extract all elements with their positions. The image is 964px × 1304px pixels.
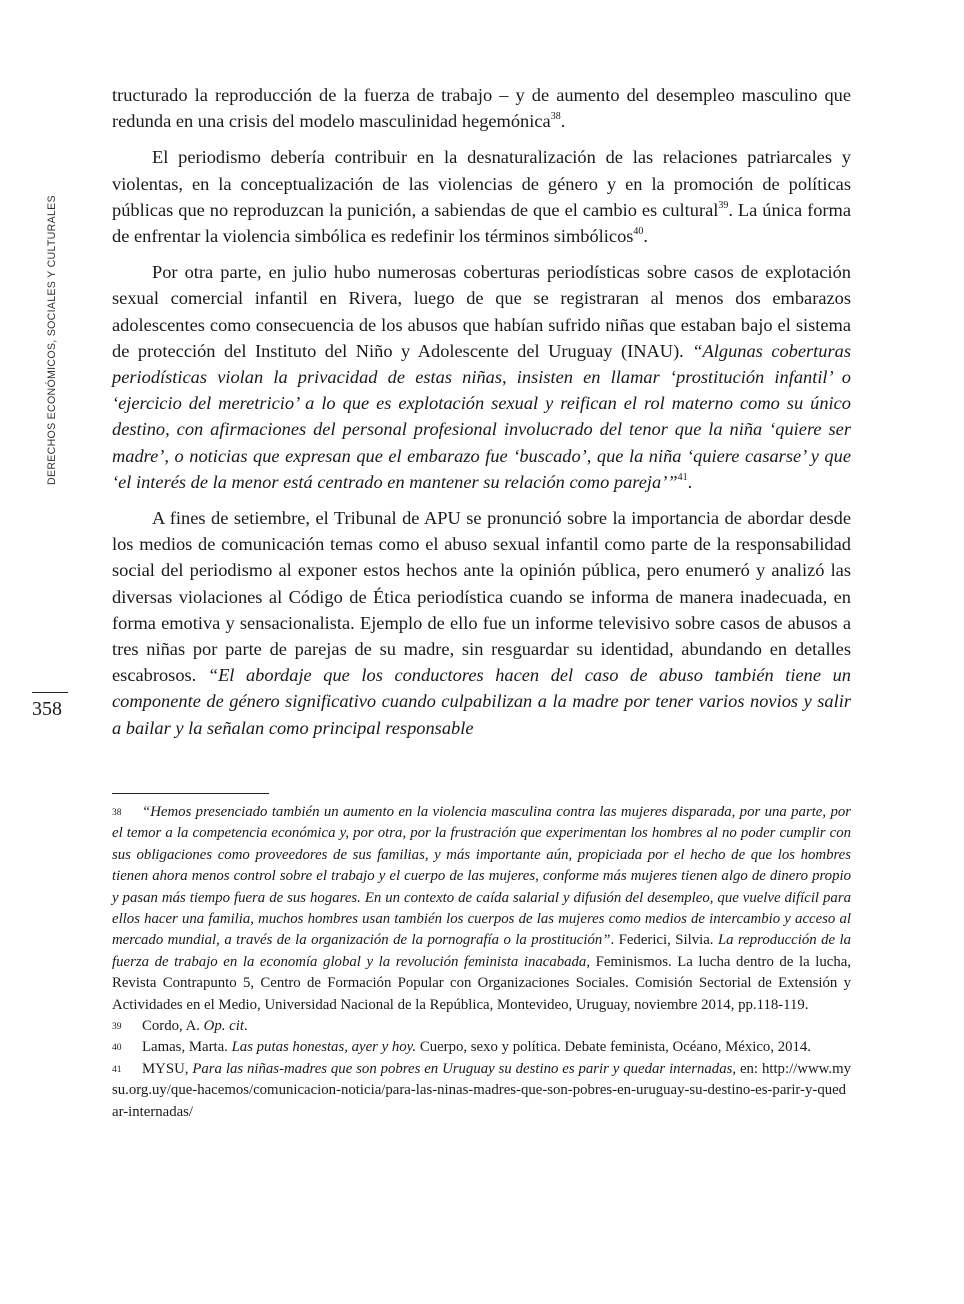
footnote-ref-38[interactable]: 38 bbox=[550, 111, 561, 123]
footnote-ref-40[interactable]: 40 bbox=[633, 225, 644, 237]
footnote-separator bbox=[112, 793, 269, 794]
footnote-number: 38 bbox=[112, 808, 122, 818]
paragraph-text: tructurado la reproducción de la fuerza de trabajo – y de aumento del desempleo masculino que redunda en una crisis del modelo masculinidad hegemónica bbox=[112, 85, 851, 132]
footnote-url-link[interactable]: http://www.mysu.org.uy/que-hacemos/comunicacion-noticia/para-las-ninas-madres-que-son-pobres-en-uruguay-su-destino-es-parir-y-quedar-internadas/ bbox=[112, 1060, 851, 1120]
paragraph-text: se pronunció sobre la importancia de abordar desde los medios de comunicación temas como el abuso sexual infantil como parte de la responsabilidad social del periodismo al exponer estos hechos ante la opinión pública, pero enumeró y analizó las diversas violaciones al Código de Ética periodística cuando se informa de manera inadecuada, en forma emotiva y sensacionalista. Ejemplo de ello fue un informe televisivo sobre casos de abusos a tres niñas por parte de parejas de su madre, sin resguardar su identidad, abundando en detalles escabrosos. bbox=[112, 508, 851, 686]
acronym: INAU bbox=[627, 340, 674, 361]
paragraph-text: El periodismo debería contribuir en la desnaturalización de las relaciones patriarcales y violentas, en la conceptualización de las violencias de género y en la promoción de políticas públicas que no reproduzcan la punición, a sabiendas de que el cambio es cultural bbox=[112, 147, 851, 220]
footnote-number: 40 bbox=[112, 1043, 122, 1054]
footnote-41 bbox=[112, 1059, 851, 1123]
punctuation: ). bbox=[673, 340, 693, 361]
footnote-text: Lamas, Marta. bbox=[142, 1039, 232, 1056]
footnote-italic: Op. cit bbox=[203, 1018, 244, 1035]
page-number-rule bbox=[32, 692, 68, 693]
footnote-38 bbox=[112, 802, 851, 1016]
page-number: 358 bbox=[32, 698, 62, 720]
running-section-title: DERECHOS ECONÓMICOS, SOCIALES Y CULTURALES bbox=[46, 195, 58, 485]
footnote-text: MYSU, bbox=[142, 1060, 193, 1077]
paragraph-1 bbox=[112, 82, 851, 134]
punctuation: . bbox=[243, 1018, 248, 1035]
quotation: “El abordaje que los conductores hacen del caso de abuso también tiene un componente de género significativo cuando culpabilizan a la madre por tener varios novios y salir a bailar y la señalan como principal responsable bbox=[112, 665, 851, 738]
footnote-text: . Federici, Silvia. bbox=[610, 932, 718, 949]
paragraph-text: Por otra parte, en julio hubo numerosas coberturas periodísticas sobre casos de explotación sexual comercial infantil en Rivera, luego de que se registraran al menos dos embarazos adolescentes como consecuencia de los abusos que habían sufrido niñas que estaban bajo el sistema de protección del Instituto del Niño y Adolescente del Uruguay ( bbox=[112, 262, 851, 361]
paragraph-text: A fines de setiembre, el Tribunal de bbox=[152, 508, 424, 529]
footnote-text: Cordo, A. bbox=[142, 1018, 204, 1035]
paragraph-3 bbox=[112, 259, 851, 495]
punctuation: . bbox=[687, 471, 693, 492]
footnote-ref-41[interactable]: 41 bbox=[677, 471, 688, 483]
footnote-text: , en: bbox=[732, 1060, 762, 1077]
footnote-39 bbox=[112, 1016, 851, 1037]
footnote-title: Para las niñas-madres que son pobres en Uruguay su destino es parir y quedar internadas bbox=[192, 1060, 733, 1077]
footnote-quote: “Hemos presenciado también un aumento en la violencia masculina contra las mujeres disparada, por una parte, por el temor a la competencia económica y, por otra, por la frustración que experimentan los hombres al no poder cumplir con sus obligaciones como proveedores de sus familias, y más importante aún, propiciada por el hecho de que los hombres tienen ahora menos control sobre el trabajo y el cuerpo de las mujeres, conforme más mujeres tienen algo de dinero propio y pasan más tiempo fuera de sus hogares. En un contexto de caída salarial y difusión del desempleo, que vuelve difícil para ellos hacer una familia, muchos hombres usan también los cuerpos de las mujeres como medios de intercambio y acceso al mercado mundial, a través de la organización de la pornografía o la prostitución” bbox=[112, 804, 851, 949]
footnote-40 bbox=[112, 1037, 851, 1058]
body-text bbox=[112, 82, 851, 751]
acronym: APU bbox=[423, 508, 461, 529]
paragraph-4 bbox=[112, 505, 851, 741]
footnote-ref-39[interactable]: 39 bbox=[718, 199, 729, 211]
paragraph-2 bbox=[112, 144, 851, 249]
punctuation: . bbox=[560, 111, 566, 132]
footnote-text: , Feminismos. La lucha dentro de la lucha, Revista Contrapunto 5, Centro de Formación Popular con Organizaciones Sociales. Comisión Sectorial de Extensión y Actividades en el Medio, Universidad Nacional de la República, Montevideo, Uruguay, noviembre 2014, pp.118-119. bbox=[112, 953, 851, 1013]
footnote-text: Cuerpo, sexo y política. Debate feminista, Océano, México, 2014. bbox=[416, 1039, 812, 1056]
punctuation: . bbox=[643, 226, 649, 247]
quotation: “Algunas coberturas periodísticas violan la privacidad de estas niñas, insisten en llamar ‘prostitución infantil’ o ‘ejercicio del meretricio’ a lo que es explotación sexual y reifican el rol materno como su único destino, con afirmaciones del personal profesional involucrado del tenor que la niña ‘quiere ser madre’, o noticias que expresan que el embarazo fue ‘buscado’, que la niña ‘quiere casarse’ y que ‘el interés de la menor está centrado en mantener su relación como pareja’” bbox=[112, 340, 852, 492]
footnote-title: La reproducción de la fuerza de trabajo en la economía global y la revolución feminista inacabada bbox=[112, 932, 852, 970]
footnote-number: 39 bbox=[112, 1022, 122, 1033]
footnotes bbox=[112, 802, 851, 1123]
footnote-number: 41 bbox=[112, 1064, 122, 1075]
paragraph-text: . La única forma de enfrentar la violencia simbólica es redefinir los términos simbólicos bbox=[112, 199, 851, 247]
footnote-title: Las putas honestas, ayer y hoy. bbox=[231, 1039, 417, 1056]
